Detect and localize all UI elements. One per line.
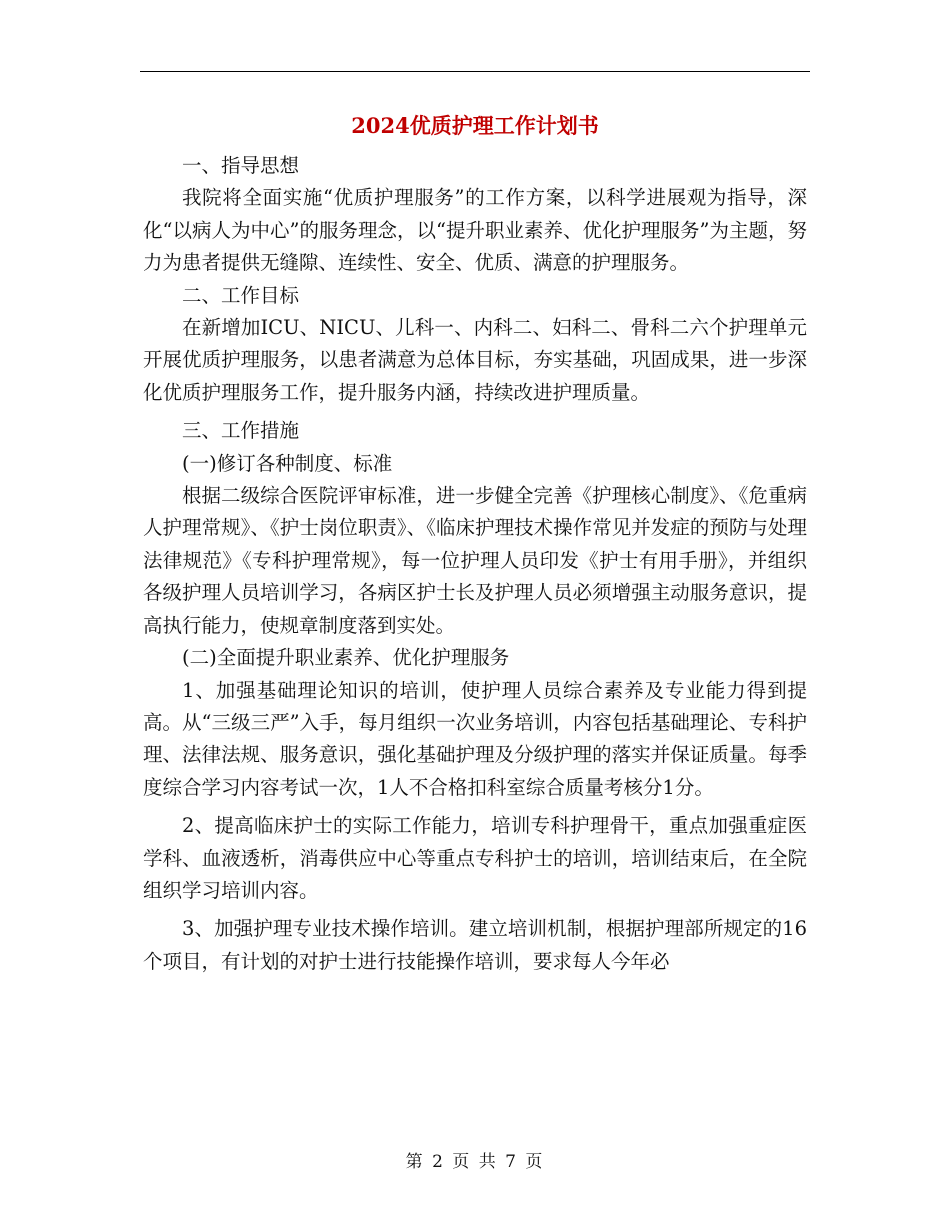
paragraph-guiding-thought: 我院将全面实施“优质护理服务”的工作方案，以科学进展观为指导，深化“以病人为中心”的服务理念，以“提升职业素养、优化护理服务”为主题，努力为患者提供无缝隙、连续性、安全、优质、满意的护理服务。: [143, 186, 807, 275]
section-heading-work-goals: 二、工作目标: [182, 283, 300, 307]
paragraph-item-3: 3、加强护理专业技术操作培训。建立培训机制，根据护理部所规定的16个项目，有计划的对护士进行技能操作培训，要求每人今年必: [143, 917, 807, 973]
section-heading-guiding-thought: 一、指导思想: [182, 154, 300, 177]
paragraph-item-2: 2、提高临床护士的实际工作能力，培训专科护理骨干，重点加强重症医学科、血液透析，消毒供应中心等重点专科护士的培训，培训结束后，在全院组织学习培训内容。: [143, 814, 807, 902]
paragraph-work-goals: 在新增加ICU、NICU、儿科一、内科二、妇科二、骨科二六个护理单元开展优质护理服务，以患者满意为总体目标，夯实基础，巩固成果，进一步深化优质护理服务工作，提升服务内涵，持续改进护理质量。: [143, 316, 807, 404]
paragraph-item-1: 1、加强基础理论知识的培训，使护理人员综合素养及专业能力得到提高。从“三级三严”入手，每月组织一次业务培训，内容包括基础理论、专科护理、法律法规、服务意识，强化基础护理及分级护理的落实并保证质量。每季度综合学习内容考试一次，1人不合格扣科室综合质量考核分1分。: [143, 678, 807, 799]
page-number: 第 2 页 共 7 页: [405, 1152, 545, 1172]
subsection-heading-revise-systems: (一)修订各种制度、标准: [182, 451, 393, 475]
section-heading-work-measures: 三、工作措施: [182, 419, 300, 443]
document-body: [143, 150, 807, 978]
header-rule: [140, 71, 810, 72]
document-title: 2024优质护理工作计划书: [351, 113, 599, 138]
subsection-heading-improve-literacy: (二)全面提升职业素养、优化护理服务: [182, 646, 510, 670]
paragraph-revise-systems: 根据二级综合医院评审标准，进一步健全完善《护理核心制度》、《危重病人护理常规》、《护士岗位职责》、《临床护理技术操作常见并发症的预防与处理法律规范》《专科护理常规》，每一位护理人员印发《护士有用手册》，并组织各级护理人员培训学习，各病区护士长及护理人员必须增强主动服务意识，提高执行能力，使规章制度落到实处。: [143, 484, 807, 637]
